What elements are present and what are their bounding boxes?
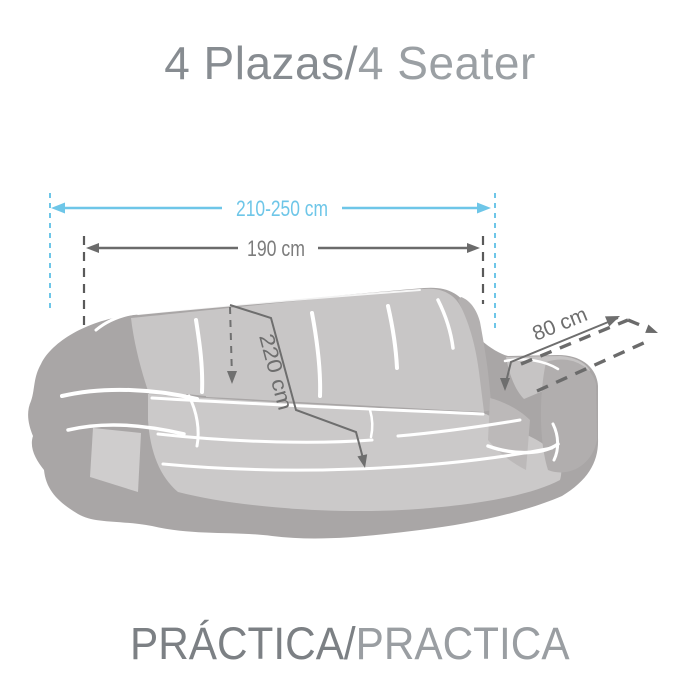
- sofa-drawing: [28, 288, 598, 539]
- total-width-label: 210-250 cm: [236, 196, 328, 221]
- sofa-width-label: 190 cm: [247, 236, 305, 261]
- title-english: 4 Seater: [357, 37, 536, 89]
- arm-depth-label: 80 cm: [529, 302, 591, 346]
- title-spanish: 4 Plazas/: [164, 37, 358, 89]
- collection-name: [0, 618, 700, 670]
- arrowhead-left: [51, 203, 65, 214]
- collection-spanish: PRÁCTICA/: [130, 618, 356, 669]
- collection-name-text: [130, 618, 570, 670]
- cover-length-label: 220 cm: [254, 331, 295, 404]
- arrowhead-left: [86, 243, 99, 253]
- arrowhead-right: [477, 203, 491, 214]
- collection-english: PRACTICA: [355, 618, 570, 669]
- arrowhead-right: [467, 243, 480, 253]
- sofa-right-arm-roll: [541, 359, 597, 472]
- arrowhead-dashed-end: [645, 324, 659, 337]
- sofa-backrest: [131, 289, 484, 412]
